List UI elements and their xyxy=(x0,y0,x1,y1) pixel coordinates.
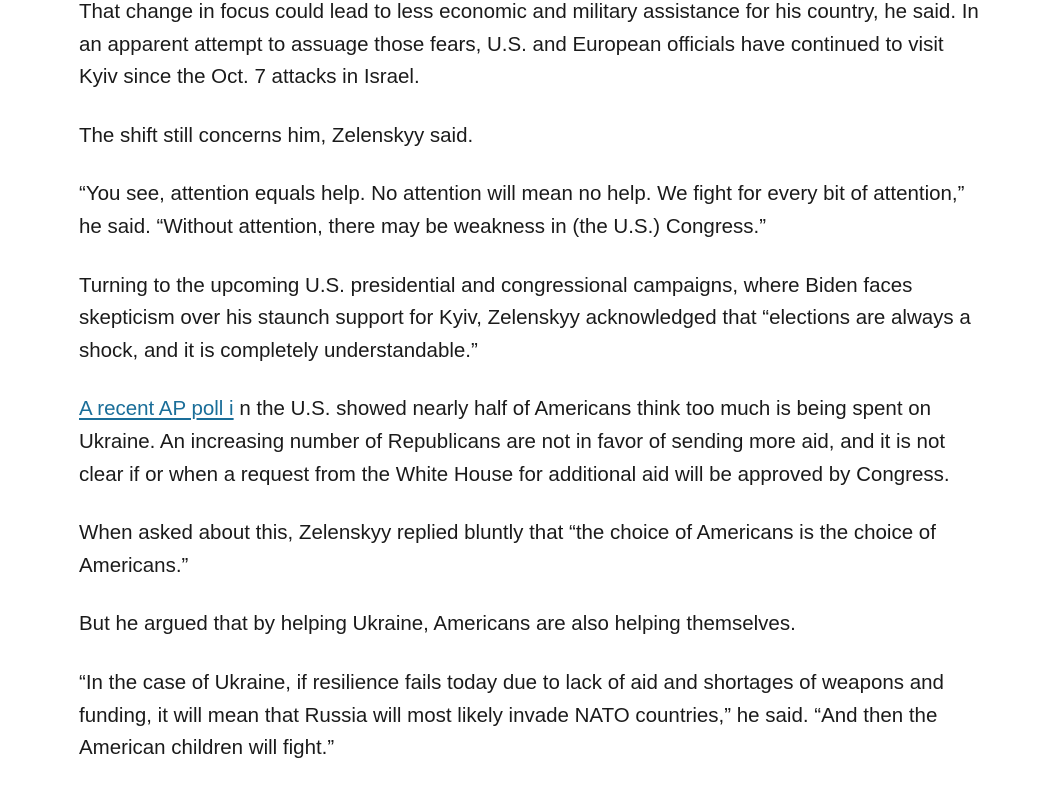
article-paragraph-6: When asked about this, Zelenskyy replied bluntly that “the choice of Americans is the choice of Americans.” xyxy=(79,521,936,577)
article-paragraph-1: That change in focus could lead to less economic and military assistance for his country, he said. In an apparent attempt to assuage those fears, U.S. and European officials have continued to visit Kyiv since the Oct. 7 attacks in Israel. xyxy=(79,0,979,89)
article-paragraph-3: “You see, attention equals help. No attention will mean no help. We fight for every bit of attention,” he said. “Without attention, there may be weakness in (the U.S.) Congress.” xyxy=(79,182,965,238)
poll-paragraph-text: n the U.S. showed nearly half of Americans think too much is being spent on Ukraine. An increasing number of Republicans are not in favor of sending more aid, and it is not clear if or when a request from the White House for additional aid will be approved by Congress. xyxy=(79,397,950,486)
article-paragraph-poll xyxy=(79,393,979,491)
article-paragraph-2: The shift still concerns him, Zelenskyy said. xyxy=(79,123,474,147)
article-paragraph-4: Turning to the upcoming U.S. presidential and congressional campaigns, where Biden faces skepticism over his staunch support for Kyiv, Zelenskyy acknowledged that “elections are always a shock, and it is completely understandable.” xyxy=(79,273,971,362)
article-body xyxy=(79,0,979,791)
article-paragraph-7: But he argued that by helping Ukraine, Americans are also helping themselves. xyxy=(79,612,796,636)
ap-poll-link[interactable]: A recent AP poll i xyxy=(79,397,234,421)
article-paragraph-8: “In the case of Ukraine, if resilience fails today due to lack of aid and shortages of weapons and funding, it will mean that Russia will most likely invade NATO countries,” he said. “And then the American children will fight.” xyxy=(79,670,944,760)
